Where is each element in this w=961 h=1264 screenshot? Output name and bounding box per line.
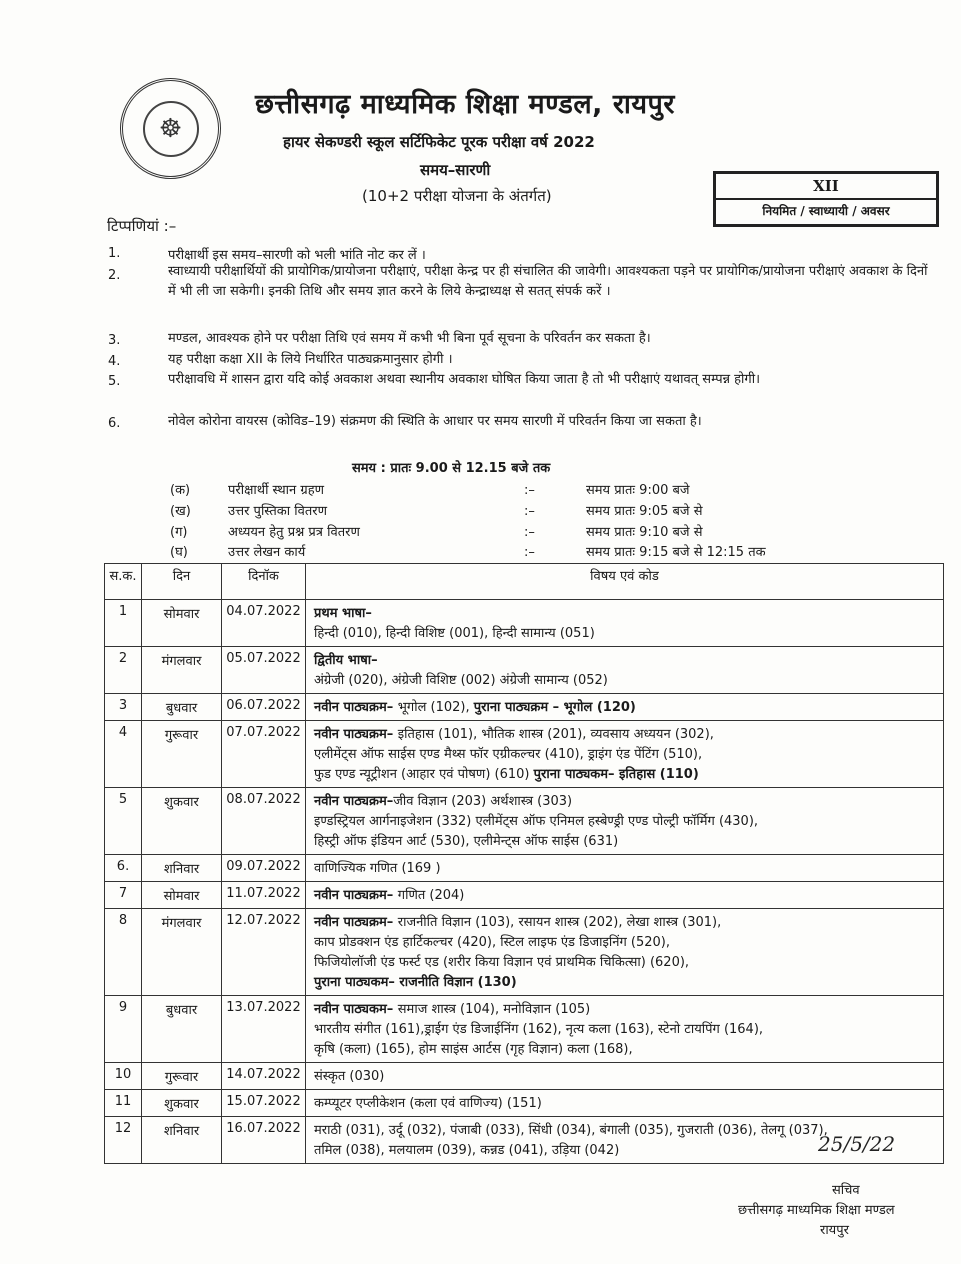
subject-text: गणित (204) (397, 888, 465, 903)
note-number: 4. (108, 354, 121, 369)
class-box (713, 171, 939, 227)
note-number: 1. (108, 246, 121, 261)
timing-time: समय प्रातः 9:10 बजे से (586, 525, 703, 540)
cell-serial: 8 (105, 909, 142, 996)
board-title: छत्तीसगढ़ माध्यमिक शिक्षा मण्डल, रायपुर (255, 89, 675, 120)
subject-text: मराठी (031), उर्दू (032), पंजाबी (033), सिंधी (034), बंगाली (035), गुजराती (036), तेलगू (037), (314, 1123, 828, 1138)
cell-day: गुरूवार (142, 721, 222, 788)
subject-text: वाणिज्यिक गणित (169 ) (314, 861, 441, 876)
cell-date: 08.07.2022 (222, 788, 306, 855)
table-row (105, 996, 944, 1063)
timing-label: उत्तर पुस्तिका वितरण (228, 504, 327, 519)
cell-subjects (306, 600, 944, 647)
note-text: परीक्षावधि में शासन द्वारा यदि कोई अवकाश अथवा स्थानीय अवकाश घोषित किया जाता है तो भी परीक्षाएं यथावत् सम्पन्न होगी। (168, 372, 761, 387)
cell-date: 04.07.2022 (222, 600, 306, 647)
cell-serial: 4 (105, 721, 142, 788)
timing-separator: :– (524, 545, 535, 560)
cell-day: शुकवार (142, 788, 222, 855)
cell-serial: 5 (105, 788, 142, 855)
cell-serial: 11 (105, 1090, 142, 1117)
subject-line (314, 832, 937, 852)
subject-line (314, 1020, 937, 1040)
subject-line (314, 698, 937, 718)
timing-separator: :– (524, 525, 535, 540)
board-seal (120, 78, 221, 179)
timing-key: (क) (170, 483, 191, 498)
col-header-serial: स.क. (105, 564, 142, 600)
table-row (105, 1063, 944, 1090)
subject-text: फुड एण्ड न्यूट्रीशन (आहार एवं पोषण) (610) (314, 767, 534, 782)
subject-text: हिन्दी (010), हिन्दी विशिष्ट (001), हिन्दी सामान्य (051) (314, 626, 595, 641)
cell-subjects (306, 647, 944, 694)
table-row (105, 647, 944, 694)
exam-subtitle: हायर सेकण्डरी स्कूल सर्टिफिकेट पूरक परीक्षा वर्ष 2022 (283, 133, 595, 151)
cell-day: गुरूवार (142, 1063, 222, 1090)
table-row (105, 855, 944, 882)
subject-text: नवीन पाठ्यक्रम– (314, 727, 398, 742)
timing-time: समय प्रातः 9:05 बजे से (586, 504, 703, 519)
cell-date: 15.07.2022 (222, 1090, 306, 1117)
cell-day: सोमवार (142, 882, 222, 909)
subject-line (314, 651, 937, 671)
subject-line (314, 745, 937, 765)
subject-line (314, 725, 937, 745)
cell-day: शनिवार (142, 855, 222, 882)
subject-line (314, 913, 937, 933)
subject-text: जीव विज्ञान (203) अर्थशास्त्र (303) (393, 794, 573, 809)
cell-serial: 2 (105, 647, 142, 694)
scheme-note: (10+2 परीक्षा योजना के अंतर्गत) (362, 187, 552, 205)
subject-line (314, 792, 937, 812)
timetable-heading: समय–सारणी (420, 161, 491, 179)
signatory-org: छत्तीसगढ़ माध्यमिक शिक्षा मण्डल (738, 1203, 895, 1218)
note-text: यह परीक्षा कक्षा XII के लिये निर्धारित पाठ्यक्रमानुसार होगी । (168, 352, 453, 367)
note-text: परीक्षार्थी इस समय–सारणी को भली भांति नोट कर लें । (168, 248, 426, 263)
subject-text: फिजियोलॉजी एंड फर्स्ट एड (शरीर किया विज्ञान एवं प्राथमिक चिकित्सा) (620), (314, 955, 690, 970)
subject-text: पुराना पाठ्यक्रम – भूगोल (120) (473, 700, 636, 715)
table-row (105, 909, 944, 996)
subject-text: भूगोल (102), (397, 700, 474, 715)
subject-text: समाज शास्त्र (104), मनोविज्ञान (105) (397, 1002, 591, 1017)
cell-subjects (306, 694, 944, 721)
timing-key: (ख) (170, 504, 191, 519)
cell-subjects (306, 996, 944, 1063)
subject-text: नवीन पाठ्यक्रम– (314, 888, 398, 903)
note-text: मण्डल, आवश्यक होने पर परीक्षा तिथि एवं समय में कभी भी बिना पूर्व सूचना के परिवर्तन कर सकता है। (168, 331, 651, 346)
subject-line (314, 953, 937, 973)
subject-text: इण्डस्ट्रियल आर्गनाइजेशन (332) एलीमेंट्स ऑफ एनिमल हस्बेण्ड्री एण्ड पोल्ट्री फॉर्मिग (430), (314, 814, 759, 829)
table-row (105, 788, 944, 855)
subject-text: नवीन पाठ्यकम– (314, 1002, 398, 1017)
cell-date: 09.07.2022 (222, 855, 306, 882)
table-row (105, 694, 944, 721)
cell-subjects (306, 788, 944, 855)
timing-key: (ग) (170, 525, 188, 540)
subject-line (314, 933, 937, 953)
subject-line (314, 973, 937, 993)
cell-day: बुधवार (142, 694, 222, 721)
table-row (105, 721, 944, 788)
notes-heading: टिप्पणियां :– (107, 217, 177, 235)
subject-text: नवीन पाठ्यक्रम– (314, 794, 394, 809)
table-row (105, 1090, 944, 1117)
cell-serial: 9 (105, 996, 142, 1063)
timing-separator: :– (524, 504, 535, 519)
signatory-city: रायपुर (820, 1223, 849, 1238)
subject-text: पुराना पाठ्यकम– राजनीति विज्ञान (130) (314, 975, 517, 990)
subject-text: इतिहास (101), भौतिक शास्त्र (201), व्यवसाय अध्ययन (302), (397, 727, 714, 742)
subject-text: काप प्रोडक्शन एंड हार्टिकल्चर (420), स्टिल लाइफ एंड डिजाइनिंग (520), (314, 935, 670, 950)
col-header-day: दिन (142, 564, 222, 600)
cell-serial: 1 (105, 600, 142, 647)
seal-emblem-icon: ☸ (143, 101, 199, 157)
note-number: 5. (108, 374, 121, 389)
exam-time-heading: समय : प्रातः 9.00 से 12.15 बजे तक (352, 461, 551, 476)
cell-serial: 3 (105, 694, 142, 721)
subject-text: हिस्ट्री ऑफ इंडियन आर्ट (530), एलीमेन्ट्स ऑफ साईस (631) (314, 834, 619, 849)
subject-text: प्रथम भाषा– (314, 606, 372, 621)
candidate-category: नियमित / स्वाध्यायी / अवसर (762, 204, 890, 218)
table-row (105, 600, 944, 647)
table-row (105, 882, 944, 909)
cell-date: 13.07.2022 (222, 996, 306, 1063)
subject-line (314, 1094, 937, 1114)
cell-date: 05.07.2022 (222, 647, 306, 694)
timing-time: समय प्रातः 9:15 बजे से 12:15 तक (586, 545, 766, 560)
timing-time: समय प्रातः 9:00 बजे (586, 483, 690, 498)
subject-text: कम्प्यूटर एप्लीकेशन (कला एवं वाणिज्य) (151) (314, 1096, 542, 1111)
cell-date: 06.07.2022 (222, 694, 306, 721)
cell-subjects (306, 1090, 944, 1117)
note-number: 6. (108, 416, 121, 431)
subject-text: अंग्रेजी (020), अंग्रेजी विशिष्ट (002) अंग्रेजी सामान्य (052) (314, 673, 608, 688)
cell-date: 12.07.2022 (222, 909, 306, 996)
cell-subjects (306, 909, 944, 996)
cell-date: 16.07.2022 (222, 1117, 306, 1164)
timetable (104, 563, 944, 1164)
cell-day: शनिवार (142, 1117, 222, 1164)
subject-line (314, 765, 937, 785)
subject-line (314, 859, 937, 879)
subject-text: पुराना पाठ्यकम– इतिहास (110) (533, 767, 699, 782)
cell-subjects (306, 855, 944, 882)
cell-subjects (306, 721, 944, 788)
note-text: नोवेल कोरोना वायरस (कोविड–19) संक्रमण की स्थिति के आधार पर समय सारणी में परिवर्तन किया जा सकता है। (168, 414, 702, 429)
subject-line (314, 812, 937, 832)
cell-subjects (306, 1063, 944, 1090)
class-label: XII (716, 174, 936, 200)
note-number: 3. (108, 333, 121, 348)
cell-day: सोमवार (142, 600, 222, 647)
timing-label: अध्ययन हेतु प्रश्न प्रत्र वितरण (228, 525, 360, 540)
subject-text: कृषि (कला) (165), होम साइंस आर्टस (गृह विज्ञान) कला (168), (314, 1042, 633, 1057)
subject-line (314, 1040, 937, 1060)
cell-date: 11.07.2022 (222, 882, 306, 909)
cell-date: 14.07.2022 (222, 1063, 306, 1090)
timing-separator: :– (524, 483, 535, 498)
cell-subjects (306, 882, 944, 909)
col-header-date: दिनॉक (222, 564, 306, 600)
subject-line (314, 1067, 937, 1087)
timing-label: परीक्षार्थी स्थान ग्रहण (228, 483, 325, 498)
timing-key: (घ) (170, 545, 188, 560)
subject-line (314, 604, 937, 624)
subject-text: राजनीति विज्ञान (103), रसायन शास्त्र (202), लेखा शास्त्र (301), (397, 915, 722, 930)
cell-serial: 6. (105, 855, 142, 882)
signature: 25/5/22 (818, 1132, 896, 1156)
cell-day: बुधवार (142, 996, 222, 1063)
subject-text: भारतीय संगीत (161),ड्राईग एंड डिजाईनिंग (162), नृत्य कला (163), स्टेनो टायपिंग (164), (314, 1022, 764, 1037)
subject-text: तमिल (038), मलयालम (039), कन्नड (041), उड़िया (042) (314, 1143, 620, 1158)
cell-date: 07.07.2022 (222, 721, 306, 788)
cell-day: मंगलवार (142, 647, 222, 694)
cell-serial: 10 (105, 1063, 142, 1090)
cell-serial: 7 (105, 882, 142, 909)
subject-line (314, 671, 937, 691)
cell-day: शुकवार (142, 1090, 222, 1117)
designation: सचिव (832, 1183, 860, 1198)
subject-text: एलीमेंट्स ऑफ साईस एण्ड मैथ्स फॉर एग्रीकल्चर (410), ड्राइंग एंड पेंटिंग (510), (314, 747, 703, 762)
subject-line (314, 886, 937, 906)
cell-day: मंगलवार (142, 909, 222, 996)
note-text: स्वाध्यायी परीक्षार्थियों की प्रायोगिक/प्रायोजना परीक्षाएं, परीक्षा केन्द्र पर ही संचालित की जावेगी। आवश्यकता पड़ने पर प्रायोगिक/प्रायोजना परीक्षाएं अवकाश के दिनों में भी ली जा सकेगी। इनकी तिथि और समय ज्ञात करने के लिये केन्द्राध्यक्ष से सतत् संपर्क करें । (168, 264, 928, 299)
cell-serial: 12 (105, 1117, 142, 1164)
subject-text: द्वितीय भाषा– (314, 653, 378, 668)
subject-line (314, 624, 937, 644)
subject-text: नवीन पाठ्यक्रम– (314, 700, 398, 715)
timing-label: उत्तर लेखन कार्य (228, 545, 306, 560)
table-header-row (105, 564, 944, 600)
col-header-subject: विषय एवं कोड (306, 564, 944, 600)
subject-text: नवीन पाठ्यक्रम– (314, 915, 398, 930)
subject-line (314, 1000, 937, 1020)
timetable-body (105, 600, 944, 1164)
note-number: 2. (108, 268, 121, 283)
subject-text: संस्कृत (030) (314, 1069, 385, 1084)
